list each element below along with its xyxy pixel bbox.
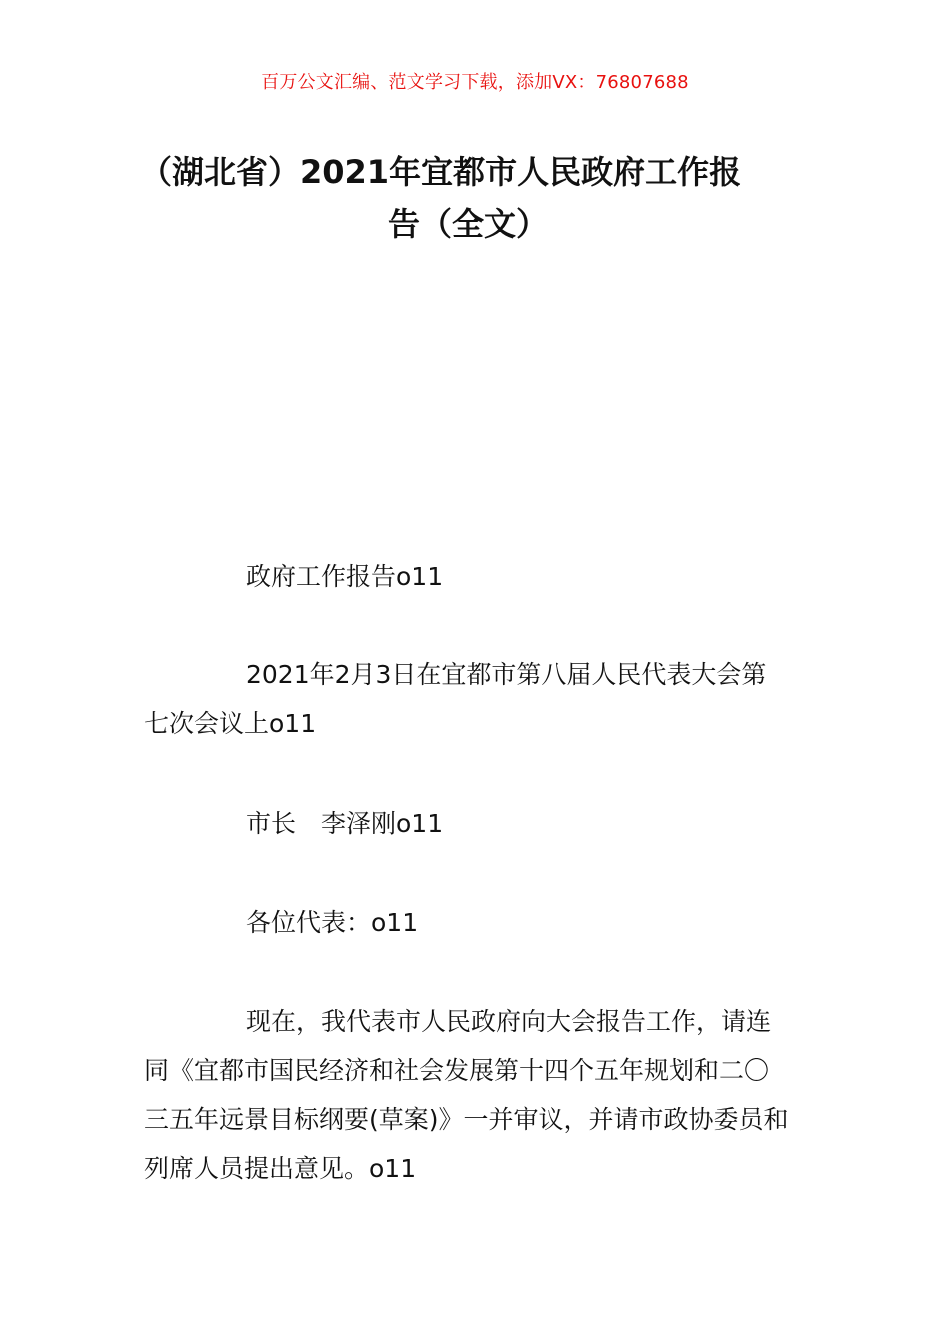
opening-line-2: 同《宜都市国民经济和社会发展第十四个五年规划和二〇 <box>144 1056 770 1085</box>
title-line-1: （湖北省）2021年宜都市人民政府工作报 <box>140 153 742 191</box>
opening-line-1: 现在，我代表市人民政府向大会报告工作，请连 <box>246 1007 772 1036</box>
meeting-date-line-1: 2021年2月3日在宜都市第八届人民代表大会第 <box>246 660 767 689</box>
meeting-date-line-2: 七次会议上o11 <box>144 709 317 738</box>
opening-line-4: 列席人员提出意见。o11 <box>144 1154 417 1183</box>
paragraph-mayor: 市长 李泽刚o11 <box>246 809 444 838</box>
paragraph-report-label: 政府工作报告o11 <box>246 562 444 591</box>
document-title <box>140 146 810 250</box>
paragraph-meeting-date <box>144 650 810 748</box>
title-line-2: 告（全文） <box>388 205 549 243</box>
paragraph-opening <box>144 997 810 1193</box>
header-promo-note: 百万公文汇编、范文学习下载，添加VX：76807688 <box>261 72 689 93</box>
opening-line-3: 三五年远景目标纲要(草案)》一并审议，并请市政协委员和 <box>144 1105 789 1134</box>
paragraph-salutation: 各位代表：o11 <box>246 908 419 937</box>
